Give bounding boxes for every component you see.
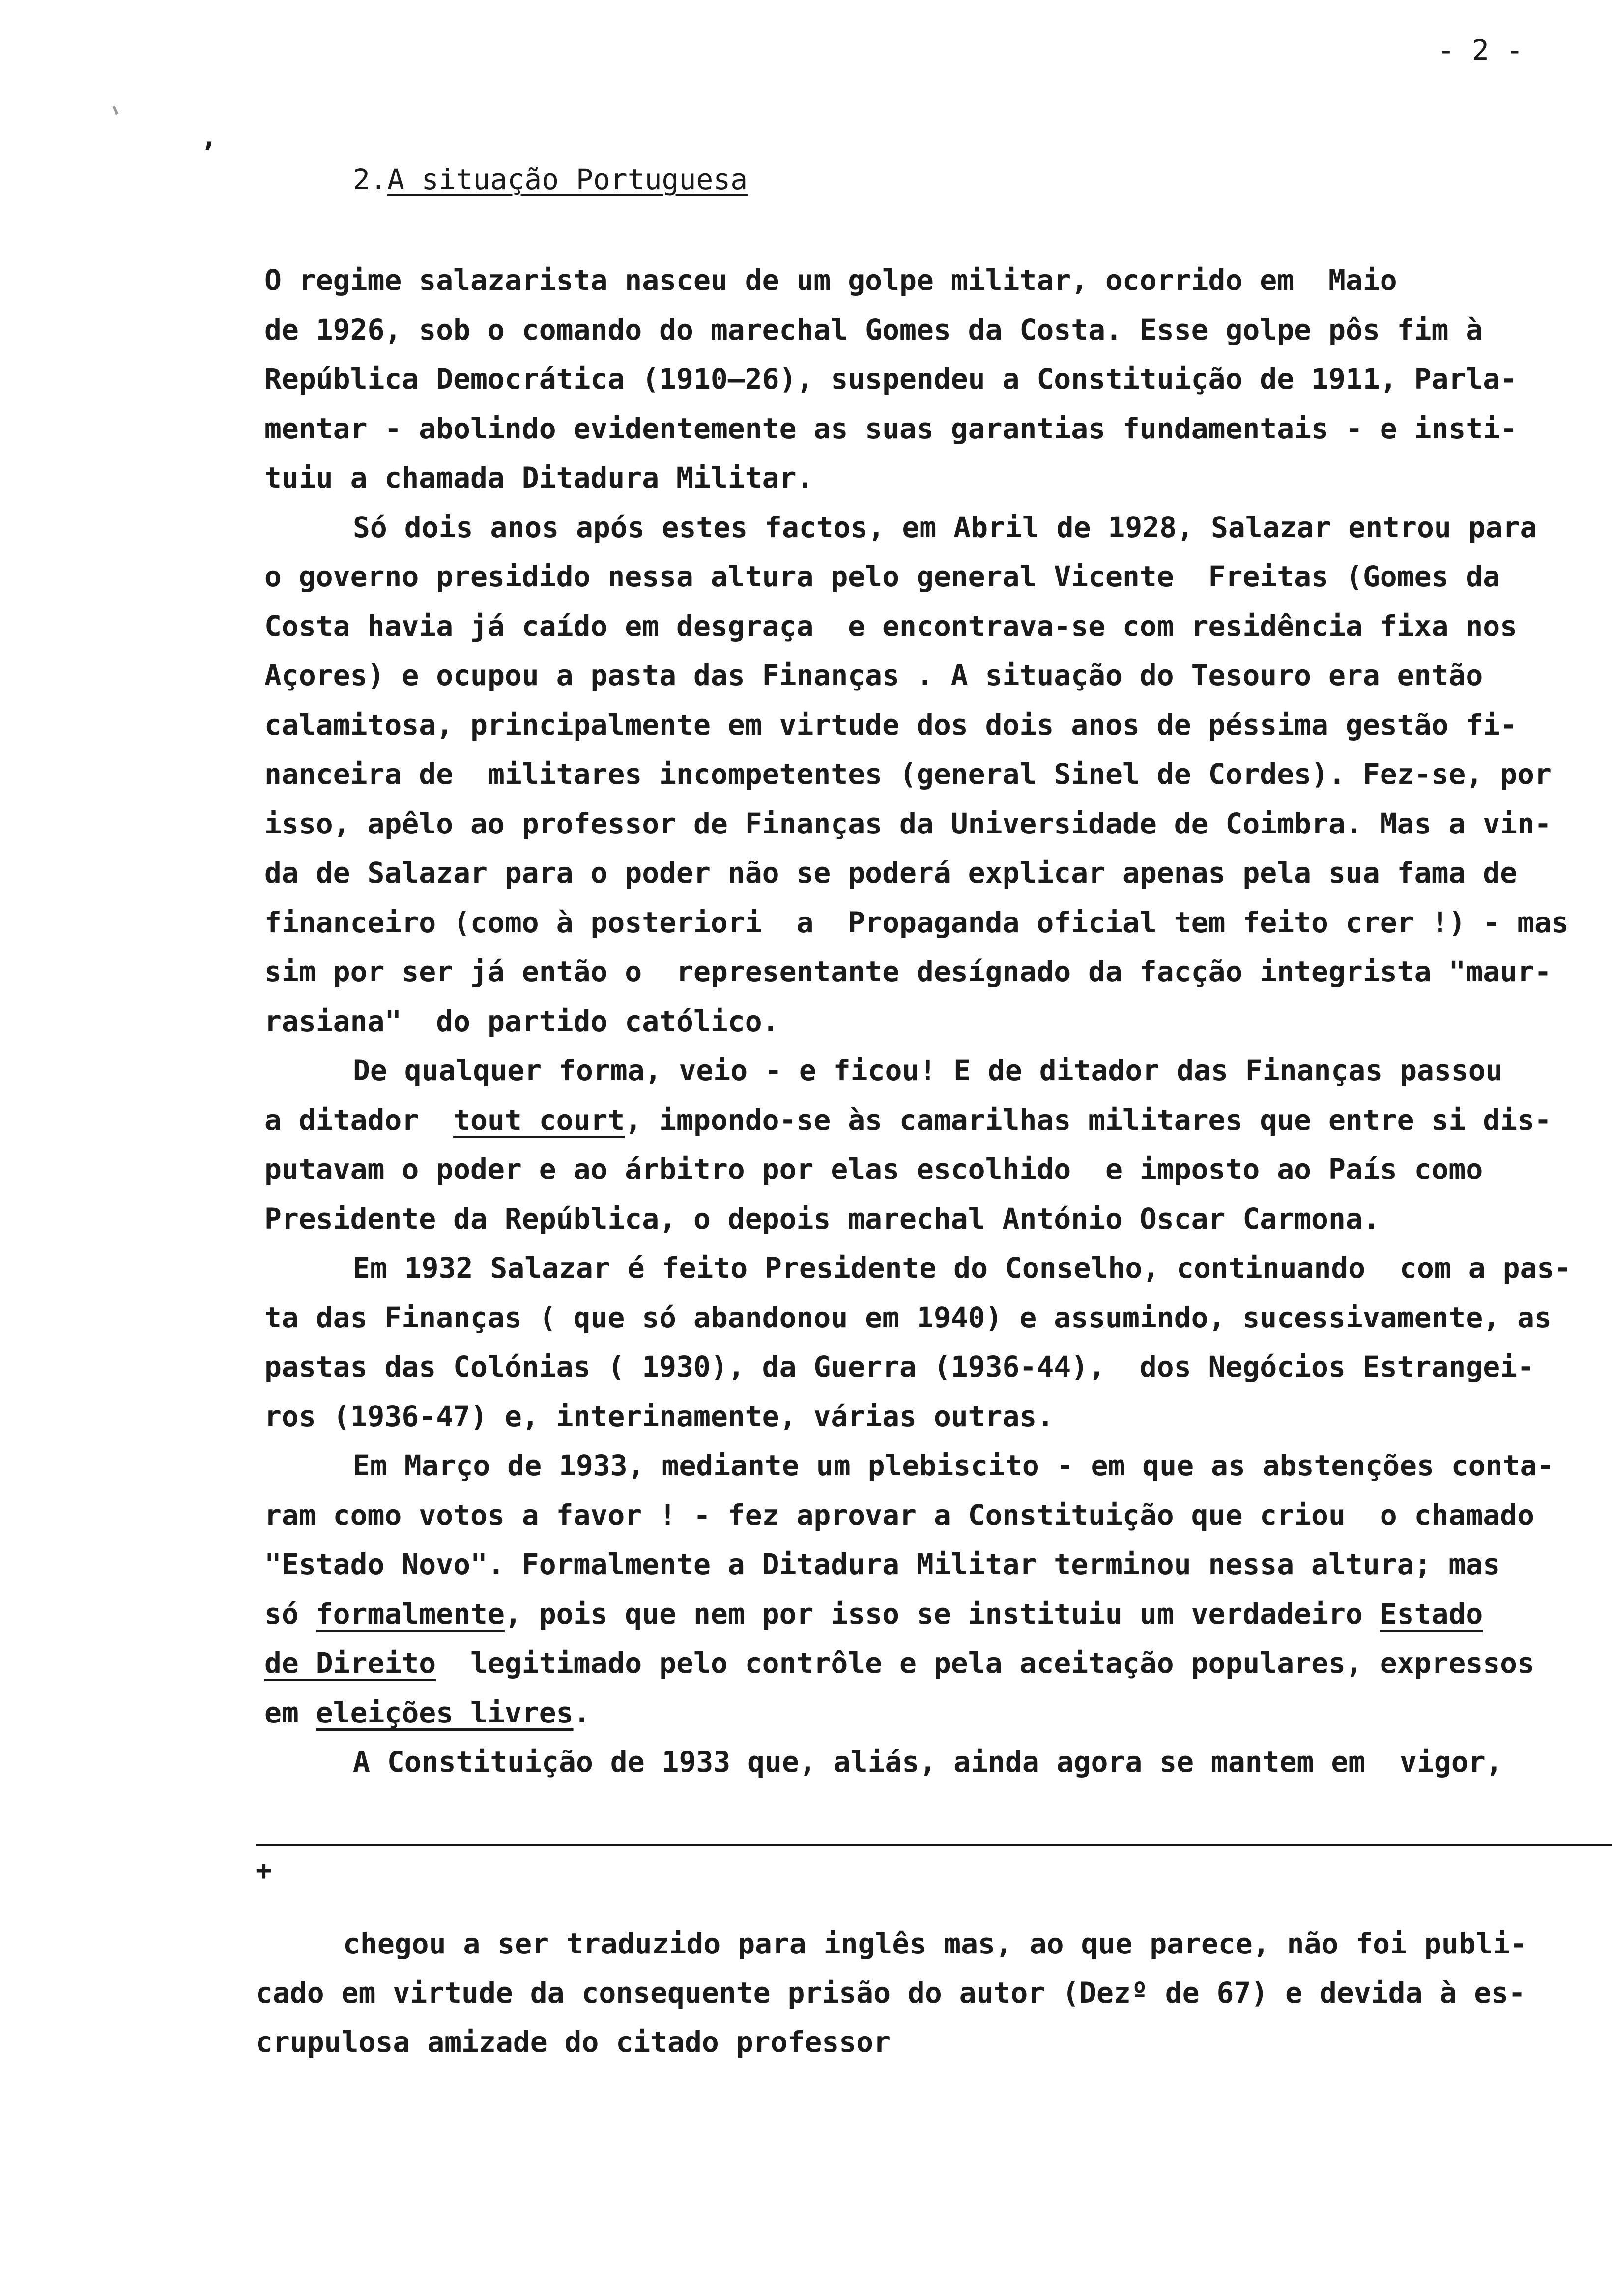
body-line <box>353 1046 1503 1095</box>
line-text: Açores) e ocupou a pasta das Finanças . A situação do Tesouro era então <box>264 659 1483 692</box>
footnote-separator <box>256 1844 1612 1846</box>
line-text: Costa havia já caído em desgraça e encontrava-se com residência fixa nos <box>264 609 1518 643</box>
line-text: ta das Finanças ( que só abandonou em 1940) e assumindo, sucessivamente, as <box>264 1300 1552 1334</box>
line-text: rasiana" do partido católico. <box>264 1004 779 1038</box>
line-text: . <box>573 1695 591 1729</box>
body-line <box>264 552 1500 601</box>
line-text: ram como votos a favor ! - fez aprovar a Constituição que criou o chamado <box>264 1498 1535 1532</box>
body-line <box>264 1540 1500 1589</box>
underlined-text: tout court <box>453 1103 625 1137</box>
line-text: , pois que nem por isso se instituiu um verdadeiro <box>504 1597 1380 1631</box>
body-line <box>264 799 1552 848</box>
footnote-line: chegou a ser traduzido para inglês mas, ao que parece, não foi publi- <box>343 1927 1527 1960</box>
line-text: calamitosa, principalmente em virtude dos dois anos de péssima gestão fi- <box>264 708 1518 742</box>
body-line <box>264 1145 1483 1194</box>
section-title: A situação Portuguesa <box>387 163 748 196</box>
body-line <box>264 1095 1552 1145</box>
body-line <box>264 898 1569 947</box>
line-text: legitimado pelo contrôle e pela aceitação populares, expressos <box>436 1646 1535 1680</box>
body-line <box>264 1194 1380 1243</box>
line-text: putavam o poder e ao árbitro por elas escolhido e imposto ao País como <box>264 1152 1483 1186</box>
scan-smudge <box>112 106 118 115</box>
body-line <box>264 602 1517 651</box>
body-line <box>264 749 1552 799</box>
line-text: nanceira de militares incompetentes (general Sinel de Cordes). Fez-se, por <box>264 757 1552 791</box>
underlined-text: Estado <box>1380 1597 1483 1631</box>
line-text: só <box>264 1597 316 1631</box>
line-text: O regime salazarista nasceu de um golpe militar, ocorrido em Maio <box>264 263 1397 297</box>
body-line <box>264 997 779 1046</box>
line-text: ros (1936-47) e, interinamente, várias outras. <box>264 1399 1054 1433</box>
margin-mark: , <box>201 120 218 153</box>
body-line <box>264 700 1517 749</box>
section-number: 2. <box>353 163 387 196</box>
footnote-line: crupulosa amizade do citado professor <box>256 2025 891 2059</box>
body-line <box>264 947 1552 996</box>
body-line <box>353 1737 1503 1786</box>
underlined-text: eleições livres <box>316 1695 574 1729</box>
line-text: tuiu a chamada Ditadura Militar. <box>264 461 814 494</box>
line-text: Só dois anos após estes factos, em Abril de 1928, Salazar entrou para <box>353 510 1537 544</box>
page-number: - 2 - <box>1438 33 1524 67</box>
underlined-text: formalmente <box>316 1597 505 1631</box>
body-line <box>264 404 1517 453</box>
line-text: República Democrática (1910—26), suspendeu a Constituição de 1911, Parla- <box>264 362 1518 396</box>
section-heading <box>353 160 748 199</box>
line-text: financeiro (como à posteriori a Propaganda oficial tem feito crer !) - mas <box>264 905 1569 939</box>
line-text: Presidente da República, o depois marechal António Oscar Carmona. <box>264 1202 1380 1235</box>
body-line <box>264 1392 1054 1441</box>
body-line <box>353 503 1537 552</box>
body-line <box>264 256 1397 305</box>
line-text: Em Março de 1933, mediante um plebiscito - em que as abstenções conta- <box>353 1449 1554 1482</box>
line-text: da de Salazar para o poder não se poderá explicar apenas pela sua fama de <box>264 856 1518 890</box>
line-text: A Constituição de 1933 que, aliás, ainda agora se mantem em vigor, <box>353 1745 1503 1779</box>
line-text: mentar - abolindo evidentemente as suas garantias fundamentais - e insti- <box>264 411 1518 445</box>
body-line <box>353 1243 1571 1292</box>
body-line <box>264 1688 590 1737</box>
line-text: o governo presidido nessa altura pelo general Vicente Freitas (Gomes da <box>264 560 1500 593</box>
line-text: Em 1932 Salazar é feito Presidente do Conselho, continuando com a pas- <box>353 1251 1572 1285</box>
line-text: de 1926, sob o comando do marechal Gomes da Costa. Esse golpe pôs fim à <box>264 313 1483 346</box>
underlined-text: de Direito <box>264 1646 436 1680</box>
body-line <box>264 354 1517 403</box>
body-line <box>264 1638 1534 1688</box>
line-text: De qualquer forma, veio - e ficou! E de ditador das Finanças passou <box>353 1054 1503 1087</box>
body-line <box>264 1293 1552 1342</box>
footnote-mark: + <box>256 1855 272 1887</box>
body-line <box>264 1342 1534 1391</box>
line-text: pastas das Colónias ( 1930), da Guerra (1936-44), dos Negócios Estrangei- <box>264 1350 1535 1383</box>
line-text: , impondo-se às camarilhas militares que entre si dis- <box>625 1103 1552 1137</box>
body-line <box>264 848 1517 897</box>
body-line <box>264 1589 1483 1638</box>
line-text: em <box>264 1695 316 1729</box>
body-line <box>264 453 813 502</box>
line-text: "Estado Novo". Formalmente a Ditadura Militar terminou nessa altura; mas <box>264 1548 1500 1581</box>
line-text: isso, apêlo ao professor de Finanças da Universidade de Coimbra. Mas a vin- <box>264 806 1552 840</box>
body-line <box>264 305 1483 354</box>
body-line <box>264 1491 1534 1540</box>
line-text: a ditador <box>264 1103 454 1137</box>
footnote-line: cado em virtude da consequente prisão do autor (Dezº de 67) e devida à es- <box>256 1976 1526 2009</box>
line-text: sim por ser já então o representante desígnado da facção integrista "maur- <box>264 955 1552 988</box>
body-line <box>353 1441 1554 1490</box>
body-line <box>264 651 1483 700</box>
